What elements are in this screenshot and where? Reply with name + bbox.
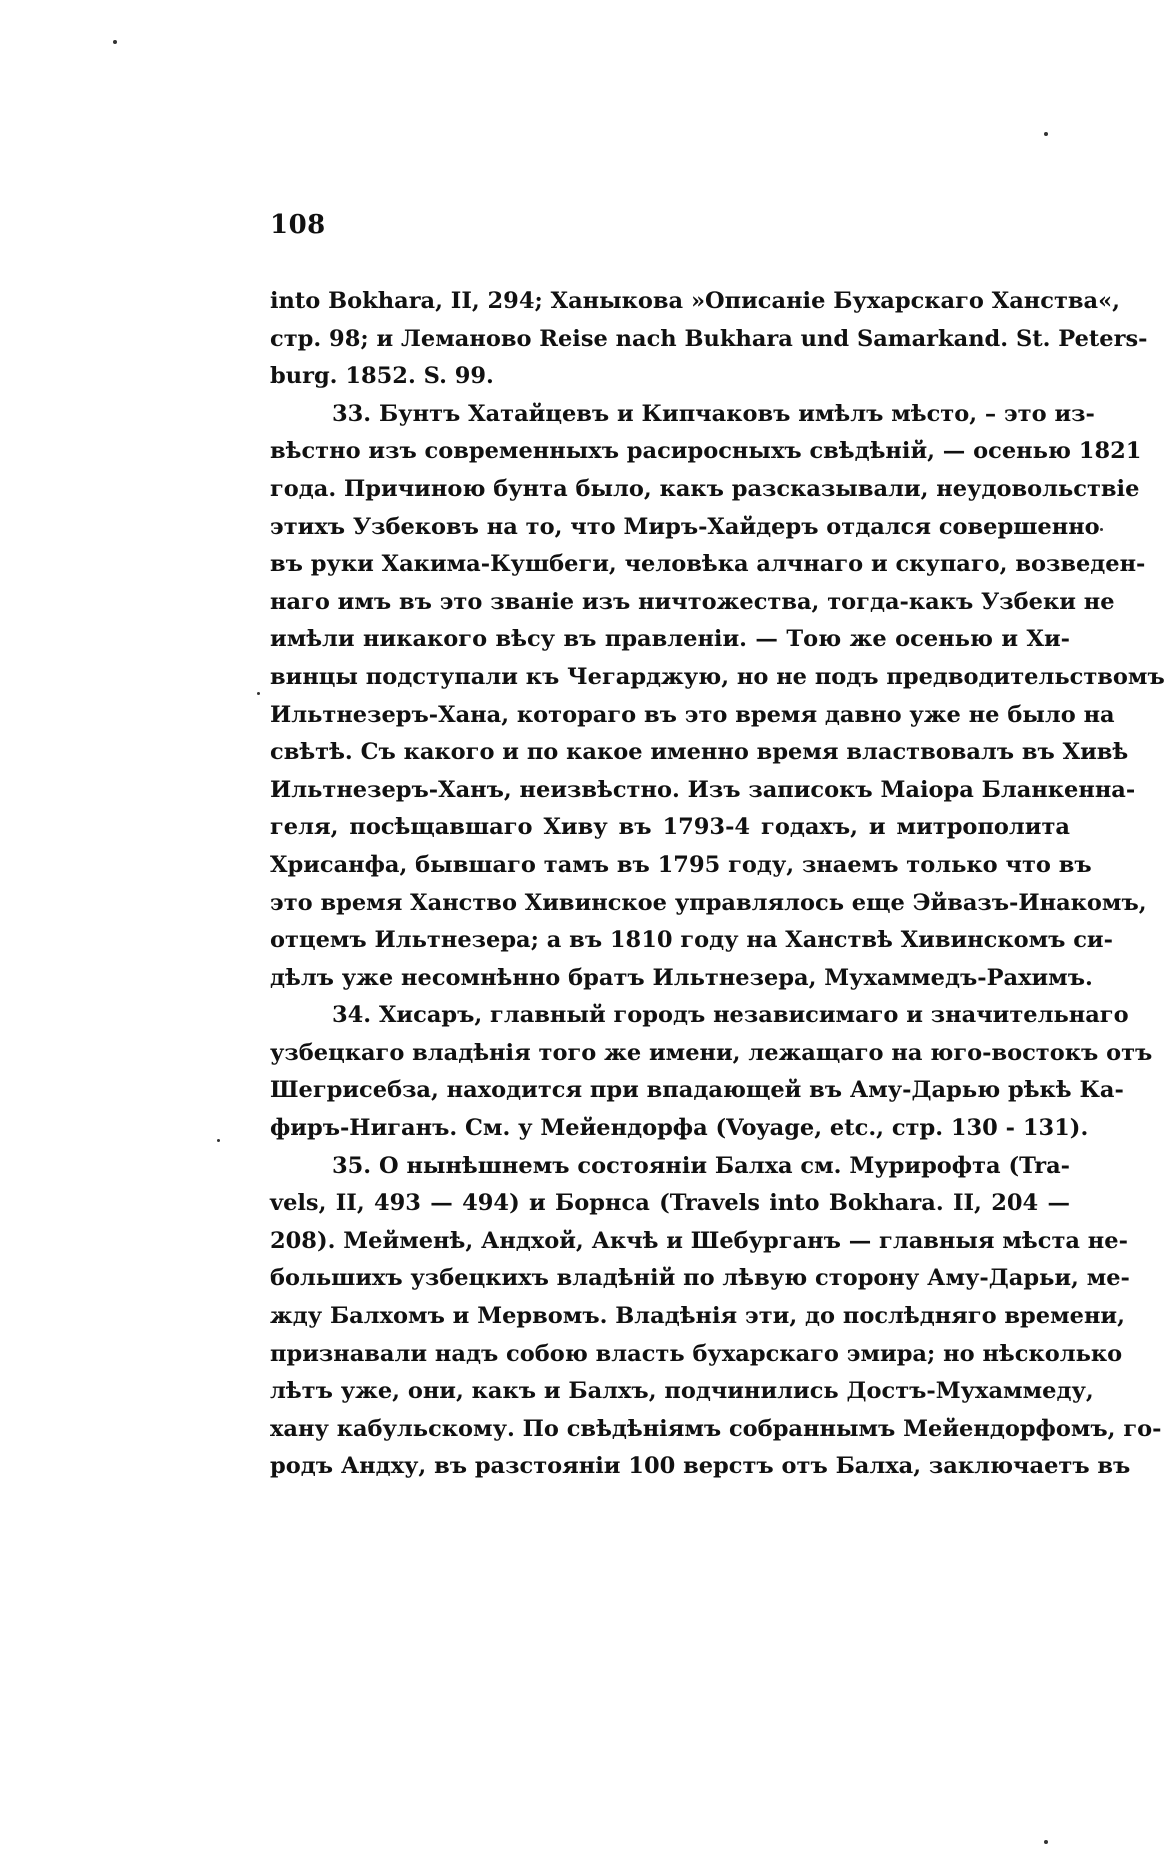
text-line: 34. Хисаръ, главный городъ независимаго и значительнаго bbox=[332, 1002, 1129, 1029]
text-line: винцы подступали къ Чегарджую, но не подъ предводительствомъ bbox=[270, 663, 1165, 690]
scan-speck bbox=[113, 40, 117, 44]
text-line: Шегрисебза, находится при впадающей въ Аму-Дарью рѣкѣ Ка- bbox=[270, 1077, 1124, 1104]
body-text bbox=[270, 283, 1165, 1486]
text-line: геля, посѣщавшаго Хиву въ 1793-4 годахъ, и митрополита bbox=[270, 814, 1070, 841]
text-line: большихъ узбецкихъ владѣній по лѣвую сторону Аму-Дарьи, ме- bbox=[270, 1265, 1130, 1292]
text-line: узбецкаго владѣнія того же имени, лежащаго на юго-востокъ отъ bbox=[270, 1039, 1153, 1066]
text-line: это время Ханство Хивинское управлялось еще Эйвазъ-Инакомъ, bbox=[270, 889, 1147, 916]
text-line: дѣлъ уже несомнѣнно братъ Ильтнезера, Мухаммедъ-Рахимъ. bbox=[270, 964, 1093, 991]
scan-speck bbox=[1100, 528, 1103, 531]
scan-speck bbox=[257, 692, 260, 695]
text-line: vels, II, 493 — 494) и Борнса (Travels into Bokhara. II, 204 — bbox=[270, 1190, 1070, 1217]
text-line: въ руки Хакима-Кушбеги, человѣка алчнаго и скупаго, возведен- bbox=[270, 551, 1146, 578]
text-line: Ильтнезеръ-Хана, котораго въ это время давно уже не было на bbox=[270, 701, 1115, 728]
text-line: Хрисанфа, бывшаго тамъ въ 1795 году, знаемъ только что въ bbox=[270, 851, 1092, 878]
text-line: наго имъ въ это званіе изъ ничтожества, тогда-какъ Узбеки не bbox=[270, 588, 1115, 615]
text-line: года. Причиною бунта было, какъ разсказывали, неудовольствіе bbox=[270, 475, 1140, 502]
text-line: стр. 98; и Леманово Reise nach Bukhara und Samarkand. St. Peters- bbox=[270, 325, 1148, 352]
text-line: отцемъ Ильтнезера; а въ 1810 году на Ханствѣ Хивинскомъ си- bbox=[270, 927, 1113, 954]
text-line: свѣтѣ. Съ какого и по какое именно время властвовалъ въ Хивѣ bbox=[270, 739, 1129, 766]
text-line: Ильтнезеръ-Ханъ, неизвѣстно. Изъ записокъ Маіора Бланкенна- bbox=[270, 776, 1136, 803]
text-line: 33. Бунтъ Хатайцевъ и Кипчаковъ имѣлъ мѣсто, – это из- bbox=[332, 400, 1095, 427]
scan-speck bbox=[1044, 132, 1048, 136]
text-line: жду Балхомъ и Мервомъ. Владѣнія эти, до послѣдняго времени, bbox=[270, 1303, 1125, 1330]
scan-speck bbox=[1044, 1840, 1048, 1844]
text-line: 35. О нынѣшнемъ состояніи Балха см. Мурирофта (Tra- bbox=[332, 1152, 1070, 1179]
text-line: признавали надъ собою власть бухарскаго эмира; но нѣсколько bbox=[270, 1340, 1123, 1367]
text-line: имѣли никакого вѣсу въ правленіи. — Тою же осенью и Хи- bbox=[270, 626, 1070, 653]
text-line: фиръ-Ниганъ. См. у Мейендорфа (Voyage, etc., стр. 130 - 131). bbox=[270, 1115, 1089, 1142]
text-line: хану кабульскому. По свѣдѣніямъ собраннымъ Мейендорфомъ, го- bbox=[270, 1415, 1162, 1442]
text-line: родъ Андху, въ разстояніи 100 верстъ отъ Балха, заключаетъ въ bbox=[270, 1453, 1131, 1480]
scan-speck bbox=[217, 1139, 220, 1142]
page-number: 108 bbox=[270, 210, 326, 240]
text-line: into Bokhara, II, 294; Ханыкова »Описаніе Бухарскаго Ханства«, bbox=[270, 288, 1121, 314]
text-line: этихъ Узбековъ на то, что Миръ-Хайдеръ отдался совершенно bbox=[270, 513, 1100, 540]
text-line: burg. 1852. S. 99. bbox=[270, 363, 494, 390]
text-line: вѣстно изъ современныхъ расиросныхъ свѣдѣній, — осенью 1821 bbox=[270, 438, 1142, 465]
text-line: лѣтъ уже, они, какъ и Балхъ, подчинились Достъ-Мухаммеду, bbox=[270, 1378, 1094, 1405]
text-line: 208). Мейменѣ, Андхой, Акчѣ и Шебурганъ — главныя мѣста не- bbox=[270, 1227, 1128, 1254]
